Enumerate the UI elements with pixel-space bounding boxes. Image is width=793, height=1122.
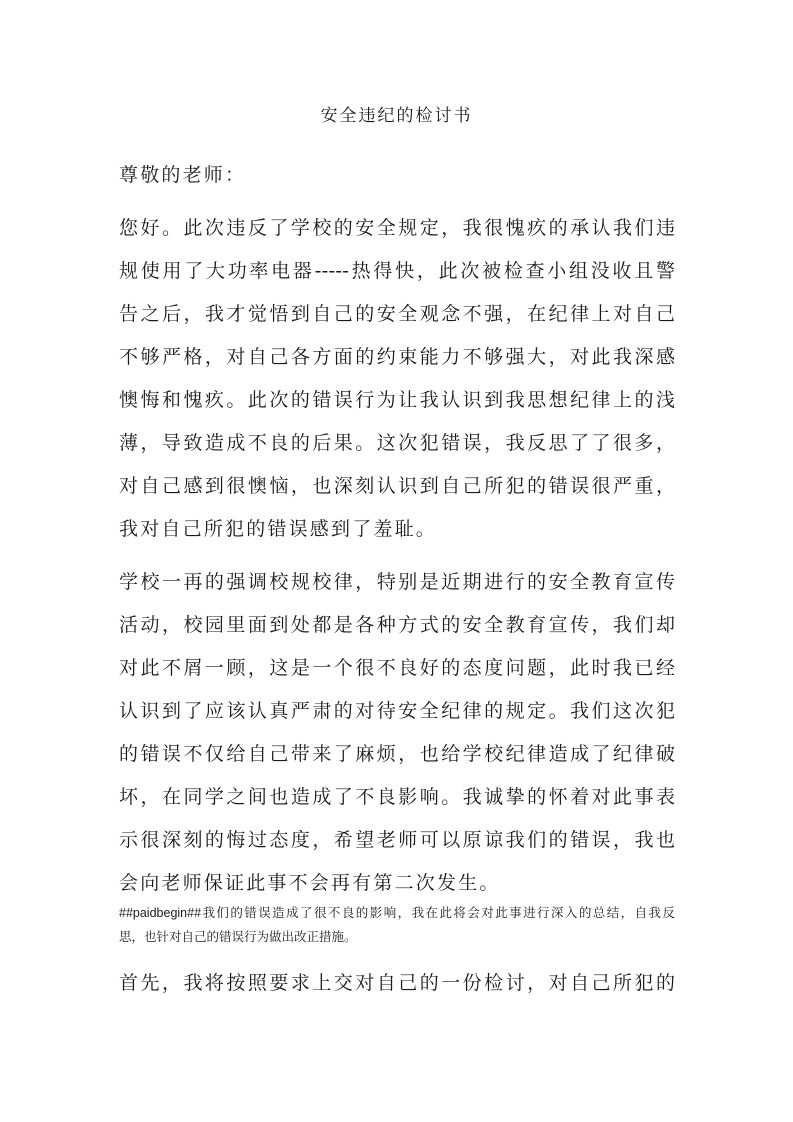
paragraph-line: 的错误不仅给自己带来了麻烦，也给学校纪律造成了纪律破 bbox=[119, 743, 675, 765]
paragraph-line: 学校一再的强调校规校律，特别是近期进行的安全教育宣传 bbox=[119, 571, 675, 593]
paragraph-line: 我对自己所犯的错误感到了羞耻。 bbox=[119, 518, 438, 540]
paragraph-line: 坏，在同学之间也造成了不良影响。我诚挚的怀着对此事表 bbox=[119, 786, 675, 808]
paragraph-line: 认识到了应该认真严肃的对待安全纪律的规定。我们这次犯 bbox=[119, 700, 675, 722]
small-paragraph-line bbox=[119, 904, 675, 922]
small-paragraph-line: 思，也针对自己的错误行为做出改正措施。 bbox=[119, 929, 357, 944]
document-title: 安全违纪的检讨书 bbox=[320, 106, 473, 126]
small-paragraph-text: 我们的错误造成了很不良的影响，我在此将会对此事进行深入的总结，自我反 bbox=[201, 905, 675, 920]
paragraph-line: 薄，导致造成不良的后果。这次犯错误，我反思了了很多， bbox=[119, 432, 675, 454]
paragraph-line: 告之后，我才觉悟到自己的安全观念不强，在纪律上对自己 bbox=[119, 303, 675, 325]
paragraph-line: 对此不屑一顾，这是一个很不良好的态度问题，此时我已经 bbox=[119, 657, 675, 679]
paragraph-line: 会向老师保证此事不会再有第二次发生。 bbox=[119, 872, 501, 894]
paragraph-line: 不够严格，对自己各方面的约束能力不够强大，对此我深感 bbox=[119, 346, 675, 368]
salutation: 尊敬的老师： bbox=[119, 164, 247, 186]
paragraph-line: 活动，校园里面到处都是各种方式的安全教育宣传，我们却 bbox=[119, 614, 675, 636]
paragraph-line: 您好。此次违反了学校的安全规定，我很愧疚的承认我们违 bbox=[119, 217, 675, 239]
paid-marker: ##paidbegin## bbox=[119, 906, 202, 920]
paragraph-line: 规使用了大功率电器-----热得快，此次被检查小组没收且警 bbox=[119, 260, 675, 282]
paragraph-line: 对自己感到很懊恼，也深刻认识到自己所犯的错误很严重， bbox=[119, 475, 675, 497]
paragraph-line: 示很深刻的悔过态度，希望老师可以原谅我们的错误，我也 bbox=[119, 829, 675, 851]
paragraph-line: 首先，我将按照要求上交对自己的一份检讨，对自己所犯的 bbox=[119, 972, 675, 994]
paragraph-line: 懊悔和愧疚。此次的错误行为让我认识到我思想纪律上的浅 bbox=[119, 389, 675, 411]
